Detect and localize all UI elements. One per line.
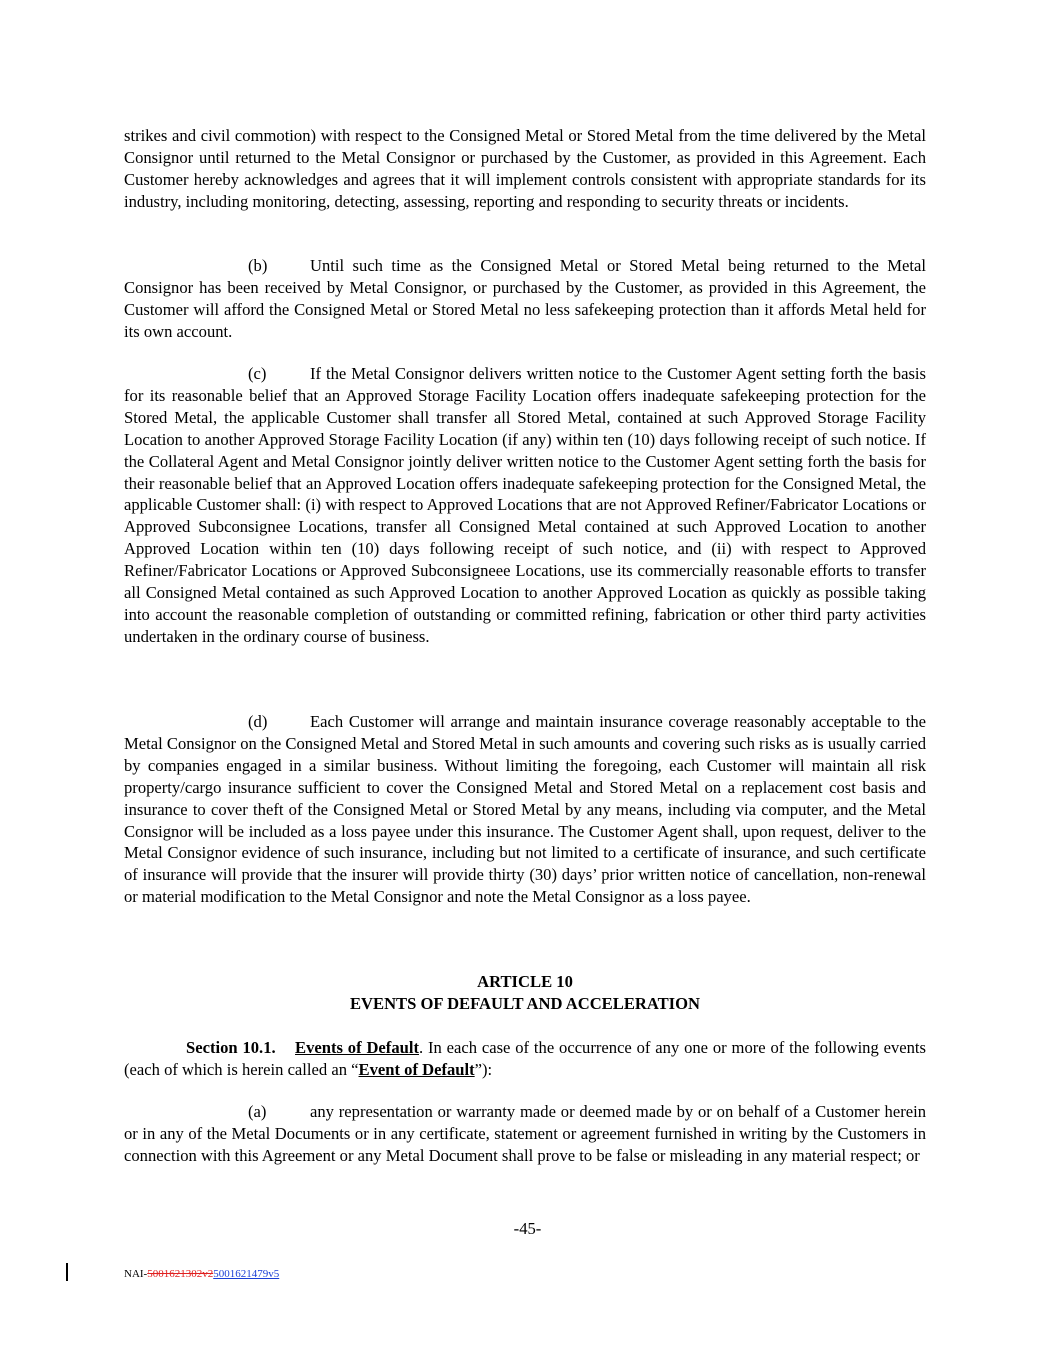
article-number: ARTICLE 10 [477,972,573,991]
footer-deleted-id: 5001621302v2 [147,1268,214,1280]
defined-term: Event of Default [358,1059,475,1079]
section-heading: Events of Default [295,1038,419,1057]
section-10-1 [124,1037,926,1081]
footer-inserted-id: 5001621479v5 [213,1268,280,1280]
paragraph-b [124,255,926,343]
paragraph-c [124,363,926,648]
paragraph-label: (b) [248,256,268,275]
paragraph-continued [124,125,926,213]
article-title: EVENTS OF DEFAULT AND ACCELERATION [349,994,701,1013]
paragraph-text: Until such time as the Consigned Metal or Stored Metal being returned to the Metal Consignor has been received by Metal Consignor, or purchased by the Customer, as provided in this Agreement, the Customer will afford the Consigned Metal or Stored Metal no less safekeeping protection than it affords Metal held for its own account. [124,256,926,341]
section-text-after: ”): [474,1059,493,1079]
section-number: Section 10.1. [186,1038,276,1057]
section-text-before: . In each case of the occurrence of any one or more of the following events (each of which is herein called an “ [124,1038,927,1079]
paragraph-text: any representation or warranty made or deemed made by or on behalf of a Customer herein or in any of the Metal Documents or in any certificate, statement or agreement furnished in writing by the Customers in connection with this Agreement or any Metal Document shall prove to be false or misleading in any material respect; or [124,1102,926,1165]
paragraph-text: Each Customer will arrange and maintain insurance coverage reasonably acceptable to the Metal Consignor on the Consigned Metal and Stored Metal in such amounts and covering such risks as is usually carried by companies engaged in a similar business. Without limiting the foregoing, each Customer will maintain all risk property/cargo insurance sufficient to cover the Consigned Metal and Stored Metal on a replacement cost basis and insurance to cover theft of the Consigned Metal or Stored Metal by any means, including via computer, and the Metal Consignor will be included as a loss payee under this insurance. The Customer Agent shall, upon request, deliver to the Metal Consignor evidence of such insurance, including but not limited to a certificate of insurance, and such certificate of insurance will provide that the insurer will provide thirty (30) days’ prior written notice of cancellation, non-renewal or material modification to the Metal Consignor and note the Metal Consignor as a loss payee. [124,712,926,907]
paragraph-label: (a) [248,1102,267,1121]
paragraph-label: (c) [248,364,267,383]
paragraph-text: If the Metal Consignor delivers written notice to the Customer Agent setting forth the basis for its reasonable belief that an Approved Storage Facility Location offers inadequate safekeeping protection for the Stored Metal, the applicable Customer shall transfer all Stored Metal, contained at such Approved Storage Facility Location to another Approved Storage Facility Location (if any) within ten (10) days following receipt of such notice. If the Collateral Agent and Metal Consignor jointly deliver written notice to the Customer Agent setting forth the basis for their reasonable belief that an Approved Location offers inadequate safekeeping protection for the Consigned Metal, the applicable Customer shall: (i) with respect to Approved Locations that are not Approved Refiner/Fabricator Locations or Approved Subconsignee Locations, transfer all Consigned Metal contained at such Approved Location to another Approved Location within ten (10) days following receipt of such notice, and (ii) with respect to Approved Refiner/Fabricator Locations or Approved Subconsigneee Locations, use its commercially reasonable efforts to transfer all Consigned Metal contained as such Approved Location to another Approved Location as quickly as possible taking into account the reasonable completion of outstanding or committed refining, fabrication or other third party activities undertaken in the ordinary course of business. [124,364,926,646]
paragraph-a [124,1101,926,1167]
paragraph-label: (d) [248,712,268,731]
change-bar [66,1263,68,1281]
document-footer-id [124,1267,279,1281]
paragraph-d [124,711,926,908]
footer-prefix: NAI- [124,1268,148,1280]
paragraph-text: strikes and civil commotion) with respect to the Consigned Metal or Stored Metal from the time delivered by the Metal Consignor until returned to the Metal Consignor or purchased by the Customer, as provided in this Agreement. Each Customer hereby acknowledges and agrees that it will implement controls consistent with appropriate standards for its industry, including monitoring, detecting, assessing, reporting and responding to security threats or incidents. [124,126,926,211]
page-number: -45- [513,1219,542,1238]
